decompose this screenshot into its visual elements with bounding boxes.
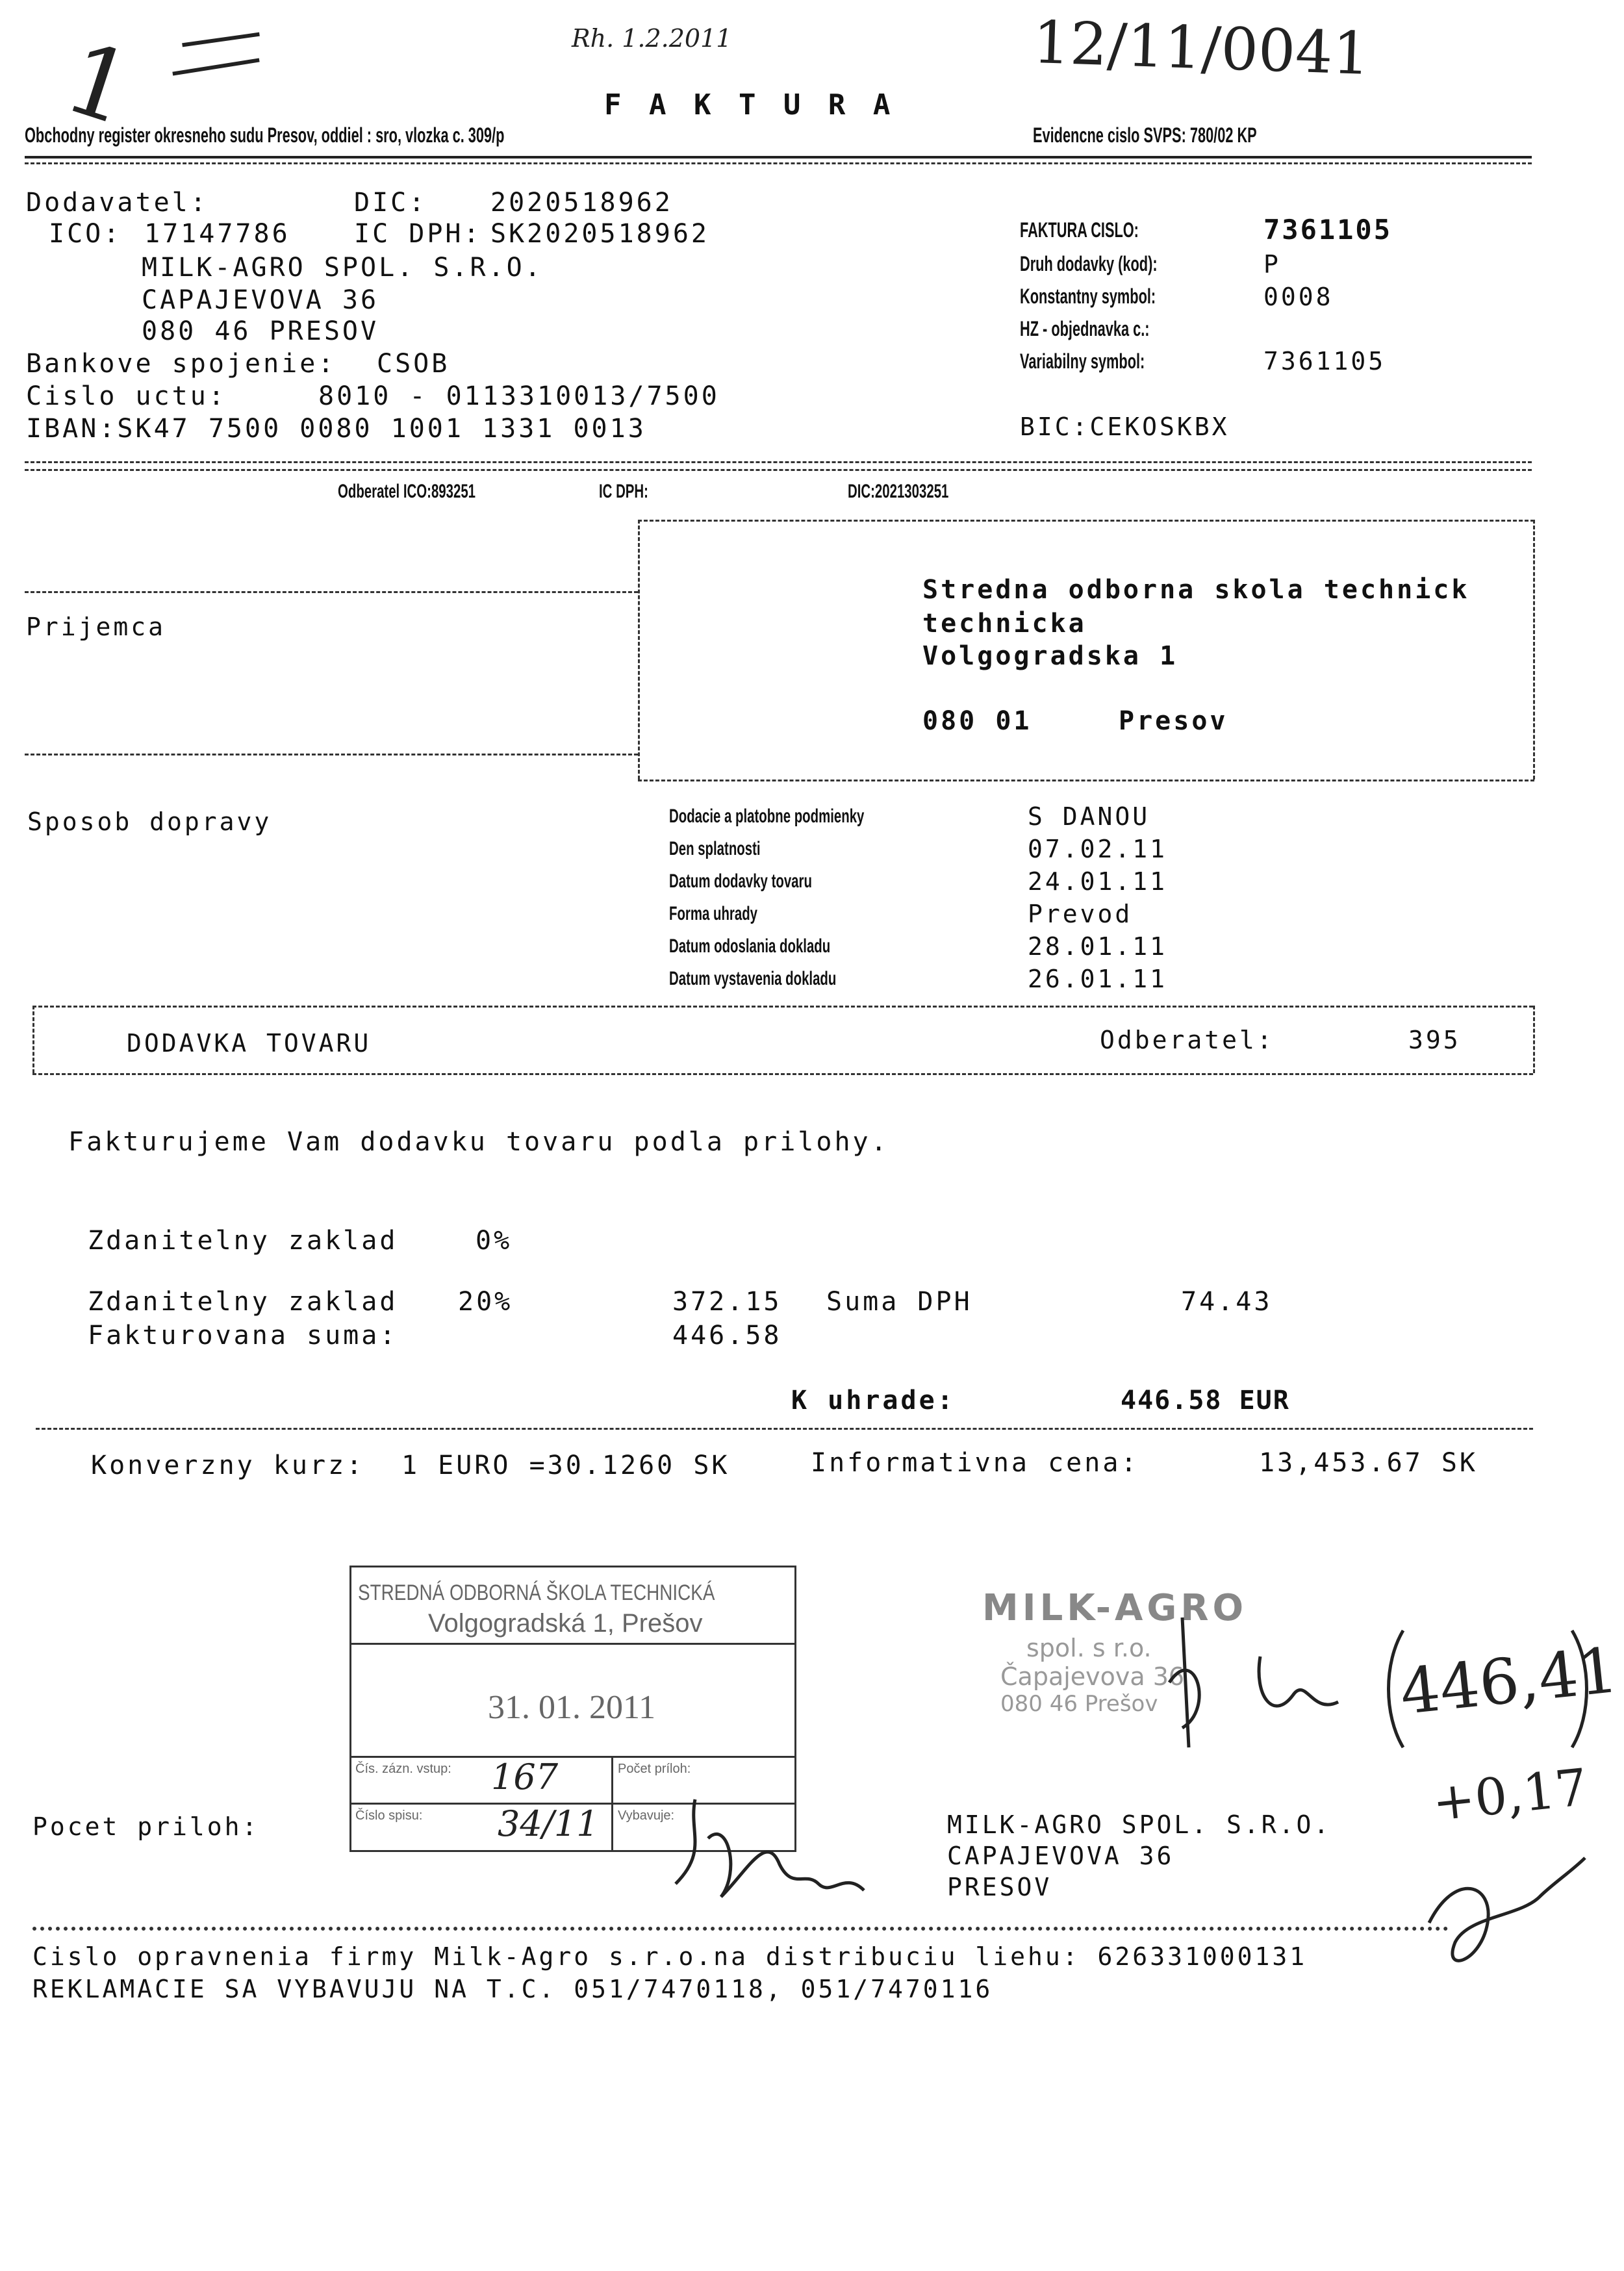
signature-school [669,1793,877,1910]
vat-label: Suma DPH [826,1287,972,1317]
supplier-name: MILK-AGRO SPOL. S.R.O. [142,253,543,283]
customer-dic: DIC:2021303251 [848,481,949,502]
handwritten-stroke [172,58,259,75]
handwritten-difference: +0,17 [1429,1758,1591,1833]
supplier-street: CAPAJEVOVA 36 [142,285,379,315]
invoice-body-text: Fakturujeme Vam dodavku tovaru podla prilohy. [68,1127,889,1157]
recipient-label: Prijemca [26,613,166,641]
recipient-zip: 080 01 [922,706,1032,736]
tax-base-20-label: Zdanitelny zaklad [88,1287,398,1317]
terms-row-label: Datum dodavky tovaru [669,870,812,892]
conversion-label: Konverzny kurz: [91,1451,365,1480]
delivery-customer-label: Odberatel: [1100,1026,1275,1054]
icdph-label: IC DPH: [354,219,482,249]
variable-symbol: 7361105 [1263,347,1386,375]
stamp-cell-label: Číslo spisu: [355,1808,423,1823]
supplier-label: Dodavatel: [26,188,209,218]
account-label: Cislo uctu: [26,381,227,411]
order-number-label: HZ - objednavka c.: [1020,317,1150,340]
footer-company: MILK-AGRO SPOL. S.R.O. [947,1810,1332,1839]
company-stamp-line3: Čapajevova 36 [1000,1662,1185,1691]
handwritten-bracket [1377,1624,1598,1754]
bank-label: Bankove spojenie: [26,349,336,379]
delivery-box-right [1533,1006,1535,1073]
stamp-cell-label: Čís. zázn. vstup: [355,1762,451,1776]
recipient-line [25,591,638,593]
complaints-text: REKLAMACIE SA VYBAVUJU NA T.C. 051/7470118, 051/7470116 [32,1975,993,2003]
customer-ico: Odberatel ICO:893251 [338,481,476,502]
recipient-box-right [1533,520,1535,780]
handwritten-invoice-number: 12/11/0041 [1032,8,1371,89]
tax-base-20-value: 372.15 [672,1287,782,1317]
terms-row-label: Forma uhrady [669,903,758,924]
signature-company [1143,1605,1364,1773]
recipient-box-top [638,520,1534,522]
recipient-box-left [638,520,640,780]
ico-label: ICO: [49,219,122,249]
terms-row-label: Dodacie a platobne podmienky [669,806,865,827]
terms-row-label: Datum vystavenia dokladu [669,968,837,989]
icdph-value: SK2020518962 [490,219,709,249]
terms-row-value: 24.01.11 [1028,867,1168,896]
info-price-value: 13,453.67 SK [1259,1448,1478,1478]
constant-symbol-label: Konstantny symbol: [1020,285,1156,308]
header-rule [25,156,1532,159]
recipient-box-bottom [638,780,1534,781]
tax-base-0-rate: 0% [476,1226,513,1256]
delivery-title: DODAVKA TOVARU [127,1029,372,1058]
handwritten-amount: 446,41 [1397,1633,1621,1729]
invoiced-label: Fakturovana suma: [88,1321,398,1351]
tax-base-0-label: Zdanitelny zaklad [88,1226,398,1256]
stamp-cell-label: Počet príloh: [618,1762,691,1776]
bank-value: CSOB [377,349,450,379]
invoice-number-label: FAKTURA CISLO: [1020,218,1139,242]
due-rule [36,1428,1533,1430]
evid-number: Evidencne cislo SVPS: 780/02 KP [1033,123,1257,147]
delivery-type: P [1263,250,1281,279]
transport-label: Sposob dopravy [27,807,272,836]
bic: BIC:CEKOSKBX [1020,412,1230,441]
terms-row-label: Den splatnosti [669,838,761,859]
recipient-name-line2: technicka [922,609,1087,639]
footer-city: PRESOV [947,1873,1052,1901]
signature-right [1416,1845,1598,1988]
stamp-cell-label: Vybavuje: [618,1808,675,1823]
delivery-type-label: Druh dodavky (kod): [1020,252,1158,275]
dic-label: DIC: [354,188,427,218]
vat-value: 74.43 [1181,1287,1273,1317]
iban: IBAN:SK47 7500 0080 1001 1331 0013 [26,414,646,444]
recipient-street: Volgogradska 1 [922,641,1178,671]
terms-row-label: Datum odoslania dokladu [669,935,831,957]
stamp-cell-value: 167 [491,1757,559,1797]
constant-symbol: 0008 [1263,283,1334,311]
delivery-box-left [32,1006,34,1073]
terms-row-value: 28.01.11 [1028,932,1168,961]
variable-symbol-label: Variabilny symbol: [1020,349,1145,373]
company-stamp-line2: spol. s r.o. [1026,1634,1152,1662]
handwritten-stroke [182,32,260,47]
delivery-customer-number: 395 [1408,1026,1461,1054]
license-text: Cislo opravnenia firmy Milk-Agro s.r.o.na distribuciu liehu: 626331000131 [32,1942,1308,1971]
attachments-label: Pocet priloh: [32,1812,260,1841]
recipient-line [25,754,638,755]
account-value: 8010 - 0113310013/7500 [318,381,720,411]
ico-value: 17147786 [144,219,290,249]
register-text: Obchodny register okresneho sudu Presov, oddiel : sro, vlozka c. 309/p [25,123,505,147]
amount-due-value: 446.58 EUR [1121,1386,1290,1415]
invoice-title: F A K T U R A [604,88,896,121]
terms-row-value: S DANOU [1028,802,1150,831]
info-price-label: Informativna cena: [811,1448,1139,1478]
supplier-rule [25,461,1532,463]
dic-value: 2020518962 [490,188,673,218]
stamp-received-date: 31. 01. 2011 [488,1689,656,1726]
supplier-rule [25,469,1532,471]
handwritten-mark: 1 [52,21,146,148]
terms-row-value: Prevod [1028,900,1133,928]
handwritten-date: Rh. 1.2.2011 [572,24,732,53]
recipient-name-line1: Stredna odborna skola technick [922,575,1470,605]
stamp-cell-value: 34/11 [498,1803,599,1844]
delivery-box-bottom [32,1073,1533,1075]
recipient-city: Presov [1119,706,1228,736]
terms-row-value: 26.01.11 [1028,965,1168,993]
customer-icdph: IC DPH: [599,481,648,502]
tax-base-20-rate: 20% [458,1287,513,1317]
company-stamp-line4: 080 46 Prešov [1000,1691,1158,1717]
invoice-number: 7361105 [1263,214,1393,246]
terms-row-value: 07.02.11 [1028,835,1168,863]
footer-rule [32,1927,1449,1931]
invoiced-value: 446.58 [672,1321,782,1351]
conversion-value: 1 EURO =30.1260 SK [401,1451,730,1480]
delivery-box-top [32,1006,1533,1008]
company-stamp-line1: MILK-AGRO [982,1587,1248,1629]
stamp-school-name: STREDNÁ ODBORNÁ ŠKOLA TECHNICKÁ [358,1580,715,1605]
amount-due-label: K uhrade: [791,1386,956,1415]
supplier-city: 080 46 PRESOV [142,316,379,346]
header-rule-dashed [25,162,1532,164]
stamp-school-address: Volgogradská 1, Prešov [428,1609,703,1638]
footer-street: CAPAJEVOVA 36 [947,1842,1174,1870]
